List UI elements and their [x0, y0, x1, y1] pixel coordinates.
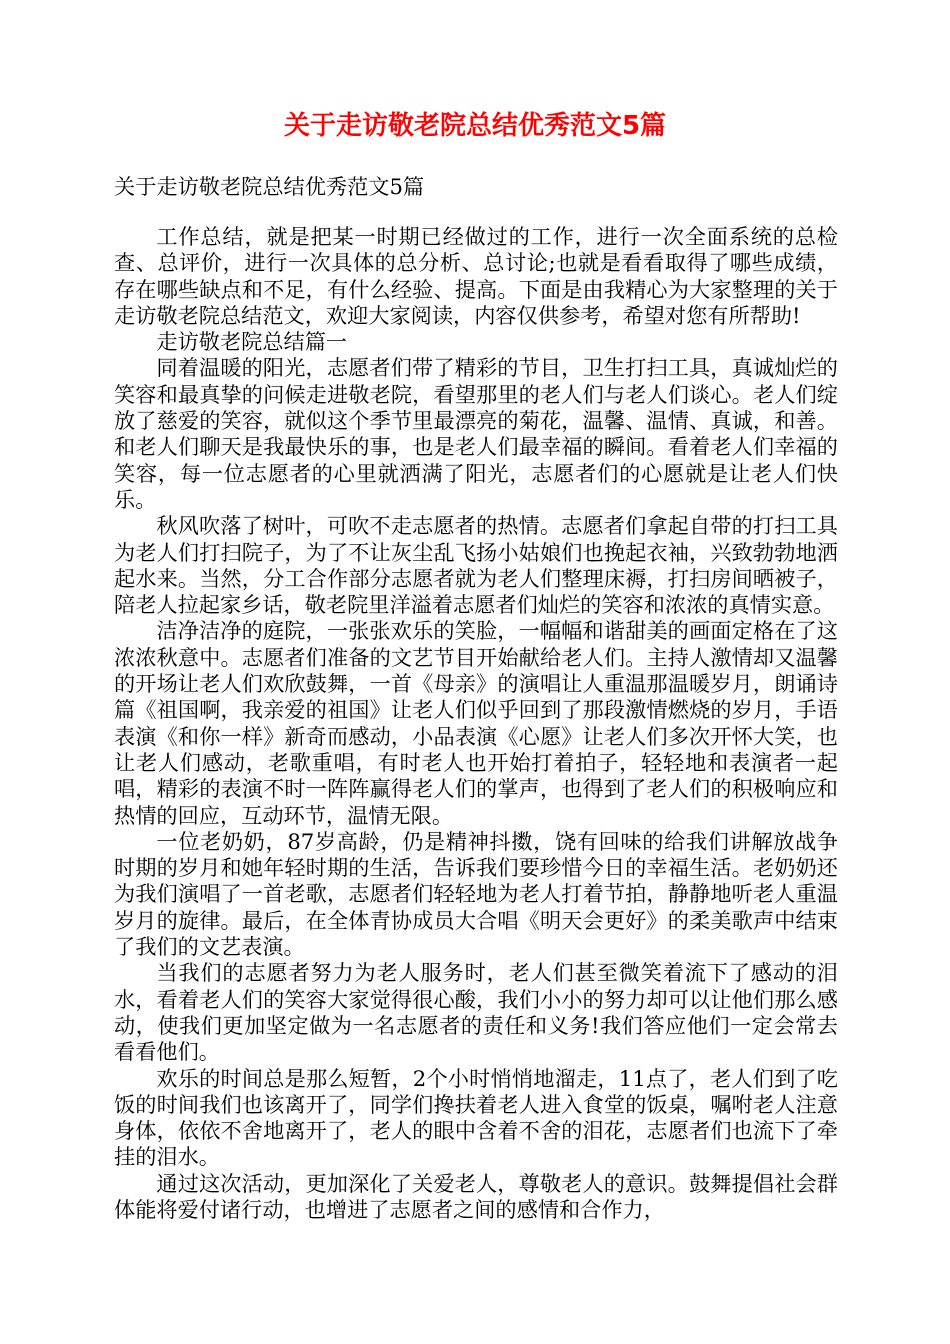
body-paragraph: 一位老奶奶，87岁高龄，仍是精神抖擞，饶有回味的给我们讲解放战争时期的岁月和她年轻时期的生活，告诉我们要珍惜今日的幸福生活。老奶奶还为我们演唱了一首老歌，志愿者们轻轻地为老人打着节拍，静静地听老人重温岁月的旋律。最后，在全体青协成员大合唱《明天会更好》的柔美歌声中结束了我们的文艺表演。 — [114, 828, 838, 960]
body-paragraph: 通过这次活动，更加深化了关爱老人，尊敬老人的意识。鼓舞提倡社会群体能将爱付诸行动，也增进了志愿者之间的感情和合作力， — [114, 1170, 838, 1222]
document-title: 关于走访敬老院总结优秀范文5篇 — [283, 111, 667, 141]
body-paragraph: 当我们的志愿者努力为老人服务时，老人们甚至微笑着流下了感动的泪水，看着老人们的笑容大家觉得很心酸，我们小小的努力却可以让他们那么感动，使我们更加坚定做为一名志愿者的责任和义务!我们答应他们一定会常去看看他们。 — [114, 960, 838, 1065]
body-paragraph: 欢乐的时间总是那么短暂，2个小时悄悄地溜走，11点了，老人们到了吃饭的时间我们也该离开了，同学们搀扶着老人进入食堂的饭桌，嘱咐老人注意身体，依依不舍地离开了，老人的眼中含着不舍的泪花，志愿者们也流下了牵挂的泪水。 — [114, 1065, 838, 1170]
body-paragraph: 同着温暖的阳光，志愿者们带了精彩的节目，卫生打扫工具，真诚灿烂的笑容和最真挚的问候走进敬老院，看望那里的老人们与老人们谈心。老人们绽放了慈爱的笑容，就似这个季节里最漂亮的菊花，温馨、温情、真诚，和善。和老人们聊天是我最快乐的事，也是老人们最幸福的瞬间。看着老人们幸福的笑容，每一位志愿者的心里就洒满了阳光，志愿者们的心愿就是让老人们快乐。 — [114, 355, 838, 512]
body-paragraph: 洁净洁净的庭院，一张张欢乐的笑脸，一幅幅和谐甜美的画面定格在了这浓浓秋意中。志愿者们准备的文艺节目开始献给老人们。主持人激情却又温馨的开场让老人们欢欣鼓舞，一首《母亲》的演唱让人重温那温暖岁月，朗诵诗篇《祖国啊，我亲爱的祖国》让老人们似乎回到了那段激情燃烧的岁月，手语表演《和你一样》新奇而感动，小品表演《心愿》让老人们多次开怀大笑，也让老人们感动，老歌重唱，有时老人也开始打着拍子，轻轻地和表演者一起唱，精彩的表演不时一阵阵赢得老人们的掌声，也得到了老人们的积极响应和热情的回应，互动环节，温情无限。 — [114, 618, 838, 828]
body-paragraph: 秋风吹落了树叶，可吹不走志愿者的热情。志愿者们拿起自带的打扫工具为老人们打扫院子，为了不让灰尘乱飞扬小姑娘们也挽起衣袖，兴致勃勃地洒起水来。当然，分工合作部分志愿者就为老人们整理床褥，打扫房间晒被子，陪老人拉起家乡话，敬老院里洋溢着志愿者们灿烂的笑容和浓浓的真情实意。 — [114, 513, 838, 618]
section-heading: 走访敬老院总结篇一 — [156, 329, 348, 355]
document-subtitle: 关于走访敬老院总结优秀范文5篇 — [114, 174, 425, 199]
intro-paragraph: 工作总结，就是把某一时期已经做过的工作，进行一次全面系统的总检查、总评价，进行一次具体的总分析、总讨论;也就是看看取得了哪些成绩，存在哪些缺点和不足，有什么经验、提高。下面是由我精心为大家整理的关于走访敬老院总结范文，欢迎大家阅读，内容仅供参考，希望对您有所帮助! — [114, 224, 838, 328]
document-body — [114, 224, 838, 1223]
